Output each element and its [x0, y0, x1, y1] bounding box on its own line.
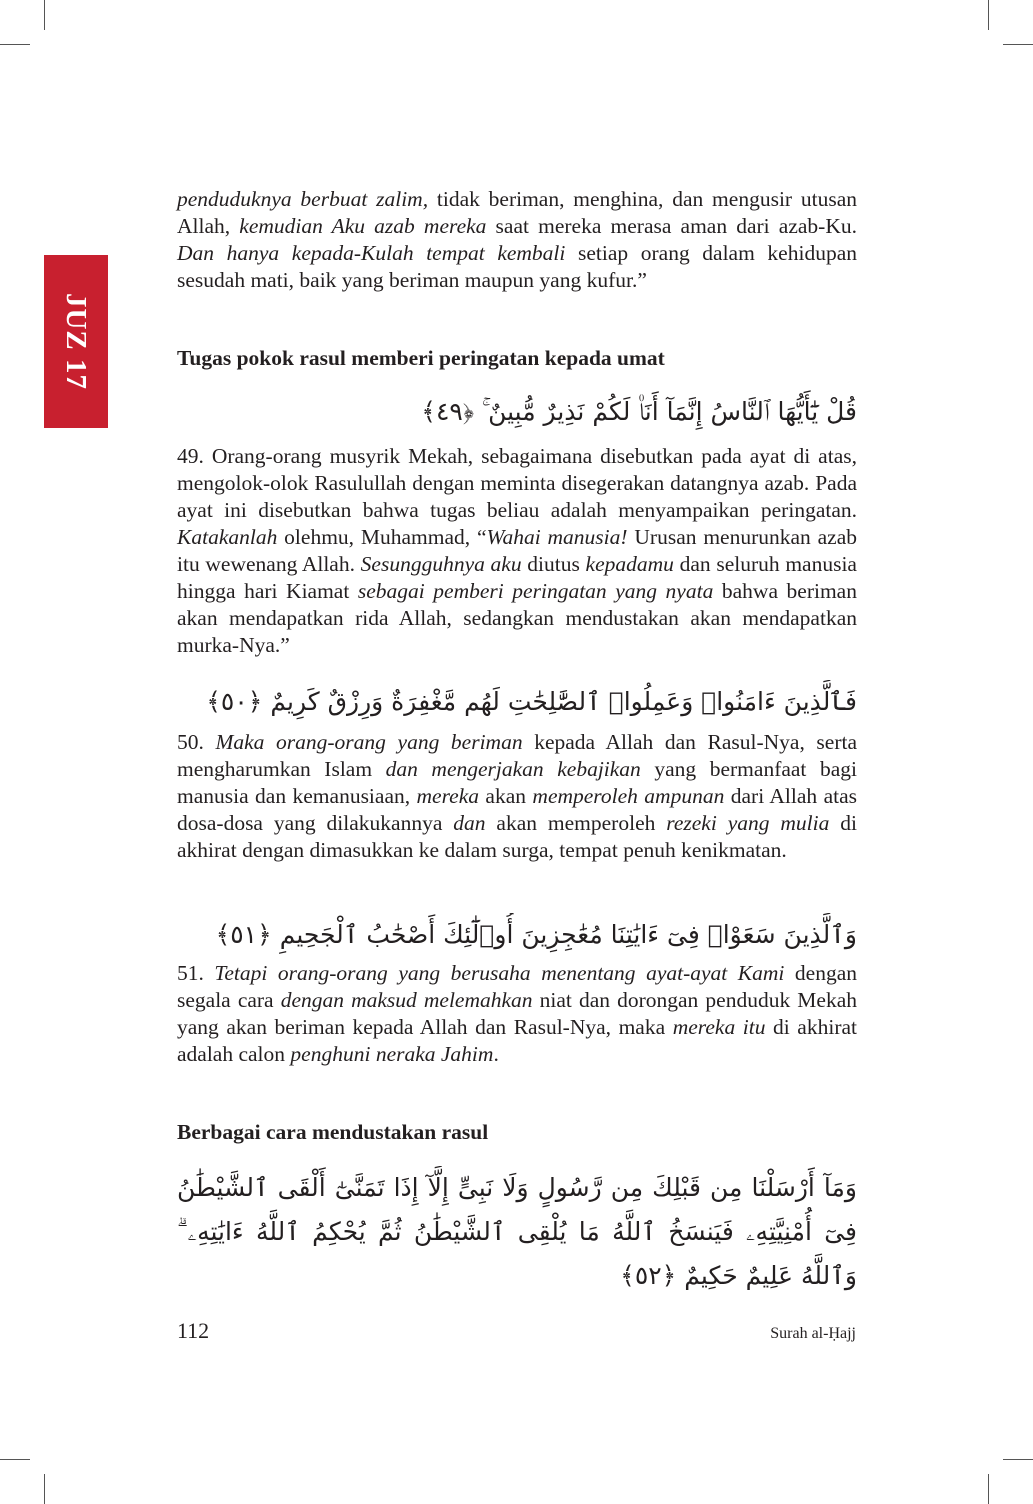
juz-side-tab	[44, 255, 108, 428]
italic-text-segment: dengan maksud melemahkan	[280, 988, 533, 1012]
juz-label: JUZ 17	[60, 292, 93, 391]
crop-mark	[44, 0, 45, 30]
italic-text-segment: sebagai pemberi peringatan yang nyata	[357, 579, 714, 603]
running-footer-surah: Surah al-Ḥajj	[770, 1325, 856, 1342]
italic-text-segment: rezeki yang mulia	[666, 811, 830, 835]
italic-text-segment: memperoleh ampunan	[532, 784, 725, 808]
italic-text-segment: Wahai manusia!	[486, 525, 628, 549]
text-segment: .	[493, 1042, 499, 1066]
section-heading: Berbagai cara mendustakan rasul	[177, 1120, 489, 1144]
text-segment: olehmu, Muhammad, “	[277, 525, 487, 549]
text-segment: niat dan dorongan penduduk Mekah yang akan beriman kepada Allah dan Rasul-Nya, maka	[177, 988, 857, 1039]
text-segment: bahwa beriman akan mendapatkan rida Allah, sedangkan mendustakan akan mendapatkan murka-Nya.”	[177, 579, 857, 657]
crop-mark	[0, 44, 30, 45]
arabic-verse-51: وَٱلَّذِينَ سَعَوْا۟ فِىٓ ءَايَٰتِنَا مُعَٰجِزِينَ أُو۟لَٰٓئِكَ أَصْحَٰبُ ٱلْجَحِيمِ ﴿٥١﴾	[215, 920, 857, 949]
crop-mark	[0, 1459, 30, 1460]
arabic-verse-50: فَٱلَّذِينَ ءَامَنُوا۟ وَعَمِلُوا۟ ٱلصَّٰلِحَٰتِ لَهُم مَّغْفِرَةٌ وَرِزْقٌ كَرِيمٌ ﴿٥٠﴾	[206, 687, 857, 716]
crop-mark	[1003, 44, 1033, 45]
crop-mark	[988, 0, 989, 30]
italic-text-segment: mereka itu	[672, 1015, 766, 1039]
text-segment: 50.	[177, 730, 216, 754]
italic-text-segment: kepadamu	[585, 552, 674, 576]
italic-text-segment: dan	[453, 811, 486, 835]
text-segment: saat mereka merasa aman dari azab-Ku.	[486, 214, 857, 238]
crop-mark	[988, 1474, 989, 1504]
italic-text-segment: Dan hanya kepada-Kulah tempat kembali	[177, 241, 566, 265]
italic-text-segment: penduduknya berbuat zalim,	[177, 187, 429, 211]
paragraph-verse-50	[177, 729, 857, 864]
text-segment: setiap orang dalam kehidupan sesudah mati, baik yang beriman maupun yang kufur.”	[177, 241, 857, 292]
section-heading: Tugas pokok rasul memberi peringatan kepada umat	[177, 346, 665, 370]
text-segment: kepada Allah dan Rasul-Nya, serta mengharumkan Islam	[177, 730, 858, 781]
arabic-verse-52: وَمَآ أَرْسَلْنَا مِن قَبْلِكَ مِن رَّسُولٍ وَلَا نَبِىٍّ إِلَّآ إِذَا تَمَنَّىٰٓ أَلْقَى ٱلشَّيْطَٰنُ فِىٓ أُمْنِيَّتِهِۦ فَيَنسَخُ ٱللَّهُ مَا يُلْقِى ٱلشَّيْطَٰنُ ثُمَّ يُحْكِمُ ٱللَّهُ ءَايَٰتِهِۦ ۗ وَٱللَّهُ عَلِيمٌ حَكِيمٌ ﴿٥٢﴾	[177, 1173, 857, 1290]
text-segment: dengan segala cara	[177, 961, 857, 1012]
text-segment: tidak beriman, menghina, dan mengusir utusan Allah,	[177, 187, 858, 238]
italic-text-segment: Sesungguhnya aku	[360, 552, 522, 576]
paragraph-verse-49	[177, 443, 857, 659]
paragraph-intro	[177, 186, 857, 294]
arabic-verse-49: قُلْ يَٰٓأَيُّهَا ٱلنَّاسُ إِنَّمَآ أَنَا۠ لَكُمْ نَذِيرٌ مُّبِينٌ ۚ ﴿٤٩﴾	[421, 397, 857, 426]
italic-text-segment: Tetapi orang-orang yang berusaha menentang ayat-ayat Kami	[214, 961, 785, 985]
italic-text-segment: mereka	[416, 784, 480, 808]
text-segment: akan	[479, 784, 533, 808]
text-segment: akan memperoleh	[485, 811, 667, 835]
text-segment: Urusan menurunkan azab itu wewenang Allah.	[177, 525, 858, 576]
text-segment: dari Allah atas dosa-dosa yang dilakukannya	[177, 784, 857, 835]
page-number: 112	[177, 1318, 210, 1343]
italic-text-segment: Maka orang-orang yang beriman	[215, 730, 523, 754]
text-segment: di akhirat adalah calon	[177, 1015, 857, 1066]
text-segment: 51.	[177, 961, 215, 985]
italic-text-segment: dan mengerjakan kebajikan	[385, 757, 641, 781]
text-segment: dan seluruh manusia hingga hari Kiamat	[177, 552, 857, 603]
text-segment: yang bermanfaat bagi manusia dan kemanusiaan,	[177, 757, 857, 808]
italic-text-segment: kemudian Aku azab mereka	[239, 214, 487, 238]
crop-mark	[44, 1474, 45, 1504]
italic-text-segment: penghuni neraka Jahim	[290, 1042, 494, 1066]
text-segment: di akhirat dengan dimasukkan ke dalam surga, tempat penuh kenikmatan.	[177, 811, 857, 862]
text-segment: 49. Orang-orang musyrik Mekah, sebagaimana disebutkan pada ayat di atas, mengolok-olok Rasulullah dengan meminta disegerakan datangnya azab. Pada ayat ini disebutkan bahwa tugas beliau adalah menyampaikan peringatan.	[177, 444, 857, 522]
italic-text-segment: Katakanlah	[177, 525, 278, 549]
text-segment: diutus	[521, 552, 586, 576]
crop-mark	[1003, 1459, 1033, 1460]
paragraph-verse-51	[177, 960, 857, 1068]
